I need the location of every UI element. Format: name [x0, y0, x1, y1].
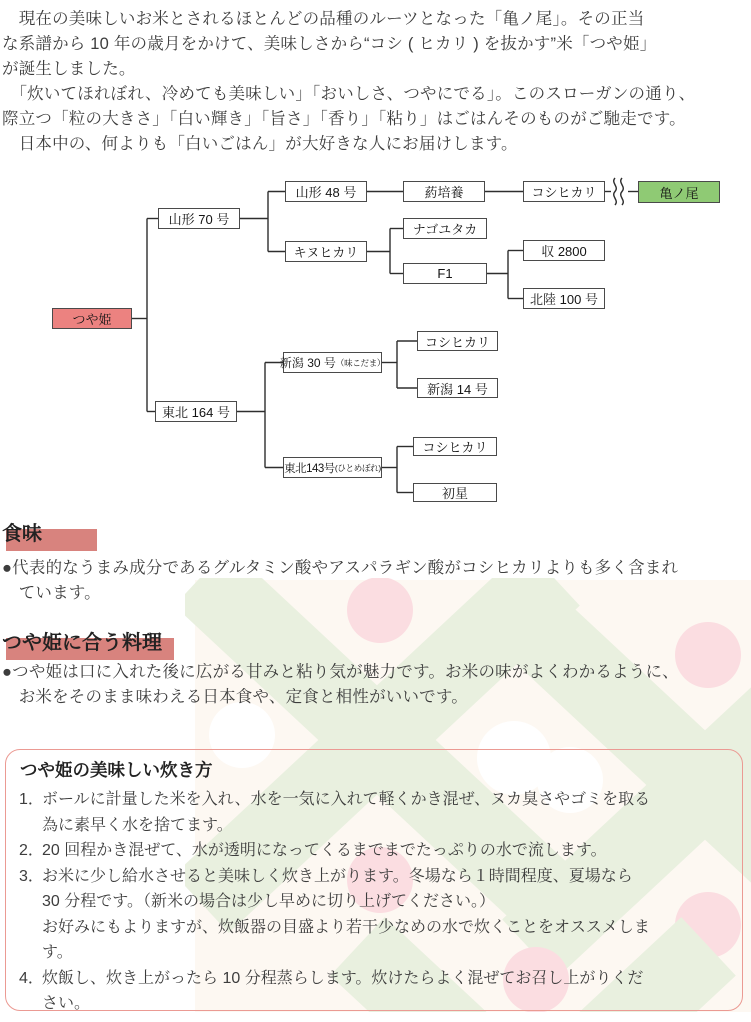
- intro-line-6: 日本中の、何よりも「白いごはん」が大好きな人にお届けします。: [2, 135, 518, 153]
- intro-line-2: な系譜から 10 年の歳月をかけて、美味しさから“コシ ( ヒカリ ) を抜かす”米「つや姫」: [2, 35, 657, 53]
- node-label: 北陸 100 号: [530, 292, 598, 307]
- intro-line-1: 現在の美味しいお米とされるほとんどの品種のルーツとなった「亀ノ尾」。その正当: [2, 10, 645, 28]
- node-label: 新潟 14 号: [427, 381, 488, 397]
- intro-text: [2, 7, 750, 157]
- node-sublabel: （味こだま）: [335, 357, 386, 368]
- pedigree-node-tohoku164: [155, 401, 237, 422]
- step-number: 4．: [19, 969, 44, 987]
- pedigree-node-tsuyahime: [52, 308, 132, 329]
- pedigree-node-nagoyutaka: [403, 218, 487, 239]
- pedigree-node-tohoku143: [283, 457, 382, 478]
- cooking-step-3: [19, 864, 733, 966]
- node-label: つや姫: [72, 312, 112, 327]
- node-label: 山形 48 号: [295, 185, 357, 200]
- node-label: 新潟 30 号: [279, 356, 336, 370]
- body-line: ています。: [2, 584, 101, 602]
- cooking-box-title: つや姫の美味しい炊き方: [20, 760, 213, 780]
- pedigree-node-niigata14: [417, 378, 498, 398]
- cooking-step-2: [19, 838, 733, 864]
- step-line: 20 回程かき混ぜて、水が透明になってくるまでまでたっぷりの水で流します。: [42, 842, 607, 859]
- section-body-shokumi: [2, 556, 750, 606]
- node-label: キヌヒカリ: [293, 245, 359, 260]
- section-heading-shokumi: [2, 517, 42, 553]
- node-label: コシヒカリ: [531, 185, 597, 200]
- node-label: ナゴユタカ: [412, 222, 478, 237]
- step-line: 30 分程です。（新米の場合は少し早めに切り上げてください。）: [42, 893, 495, 910]
- pedigree-node-yakubaiyou: [403, 181, 485, 202]
- node-label: 収 2800: [541, 244, 587, 259]
- pedigree-node-hokuriku100: [523, 288, 605, 309]
- step-line: す。: [42, 944, 73, 961]
- generation-skip-icon: [614, 178, 624, 205]
- pedigree-node-yamagata48: [285, 181, 367, 202]
- step-line: さい。: [42, 995, 91, 1012]
- body-line: ●代表的なうまみ成分であるグルタミン酸やアスパラギン酸がコシヒカリよりも多く含まれ: [2, 559, 679, 577]
- pedigree-node-shuu2800: [523, 240, 605, 261]
- intro-line-3: が誕生しました。: [2, 60, 136, 78]
- pedigree-node-yamagata70: [158, 208, 240, 229]
- cooking-step-4: [19, 966, 733, 1017]
- node-sublabel: (ひとめぼれ): [334, 462, 381, 473]
- node-label: 東北 164 号: [162, 405, 230, 420]
- step-line: 為に素早く水を捨てます。: [42, 816, 233, 834]
- section-body-ryouri: [2, 660, 750, 710]
- node-label: 東北143号: [284, 462, 335, 475]
- body-line: お米をそのまま味わえる日本食や、定食と相性がいいです。: [2, 688, 468, 706]
- step-line: ボールに計量した米を入れ、水を一気に入れて軽くかき混ぜ、ヌカ臭さやゴミを取る: [42, 791, 651, 808]
- step-line: お好みにもよりますが、炊飯器の目盛より若干少なめの水で炊くことをオススメしま: [42, 918, 650, 936]
- pedigree-node-koshihikari-a: [523, 181, 605, 202]
- node-label: コシヒカリ: [424, 334, 490, 350]
- step-line: お米に少し給水させると美味しく炊き上がります。冬場なら１時間程度、夏場なら: [42, 867, 633, 885]
- node-label: 山形 70 号: [168, 212, 230, 227]
- node-label: コシヒカリ: [422, 440, 488, 455]
- heading-text: 食味: [2, 523, 42, 545]
- cooking-instructions-box: [5, 749, 743, 1011]
- pedigree-node-niigata30: [279, 352, 386, 373]
- step-number: 2．: [19, 842, 44, 859]
- pedigree-node-koshihikari-b: [417, 331, 498, 351]
- node-label: 初星: [441, 486, 468, 501]
- pedigree-node-kinuhikari: [285, 241, 367, 262]
- body-line: ●つや姫は口に入れた後に広がる甘みと粘り気が魅力です。お米の味がよくわかるように、: [2, 663, 679, 681]
- node-label: F1: [437, 266, 453, 281]
- heading-text: つや姫に合う料理: [2, 632, 162, 654]
- section-heading-ryouri: [2, 626, 162, 662]
- pedigree-node-kamenoo: [638, 181, 720, 203]
- node-label: 亀ノ尾: [659, 185, 699, 201]
- intro-line-5: 際立つ「粒の大きさ」「白い輝き」「旨さ」「香り」「粘り」はごはんそのものがご馳走です。: [2, 110, 686, 128]
- step-number: 1．: [19, 791, 44, 808]
- step-number: 3．: [19, 867, 44, 885]
- step-line: 炊飯し、炊き上がったら 10 分程蒸らします。炊けたらよく混ぜてお召し上がりくだ: [42, 969, 644, 987]
- pedigree-node-koshihikari-c: [413, 437, 497, 456]
- intro-line-4: 「炊いてほれぼれ、冷めても美味しい」「おいしさ、つやにでる」。このスローガンの通り、: [2, 85, 696, 103]
- node-label: 葯培養: [424, 185, 464, 200]
- cooking-steps-list: [19, 787, 733, 1017]
- cooking-step-1: [19, 787, 733, 838]
- pedigree-node-f1: [403, 263, 487, 284]
- pedigree-node-hatsuboshi: [413, 483, 497, 502]
